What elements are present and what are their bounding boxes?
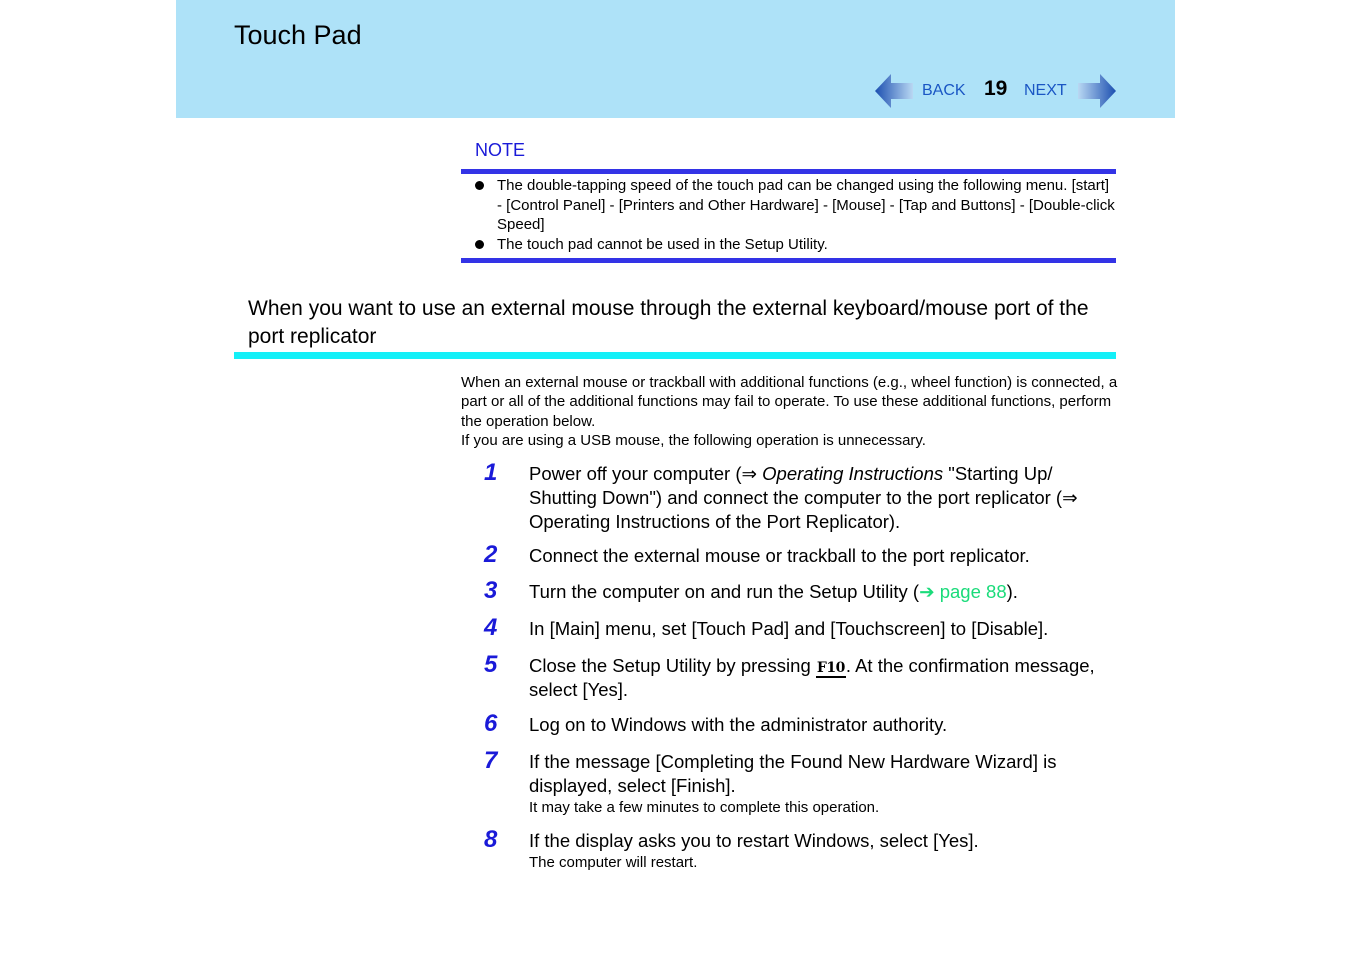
step-number: 3: [484, 577, 498, 604]
step-number: 2: [484, 541, 498, 568]
page-header: [176, 0, 1175, 118]
section-intro: [461, 373, 1121, 450]
bullet-icon: [475, 240, 484, 249]
note-divider-bottom: [461, 258, 1116, 263]
intro-paragraph: When an external mouse or trackball with additional functions (e.g., wheel function) is connected, a part or all of the additional functions may fail to operate. To use these additional functions, perform the operation below.: [461, 374, 1118, 430]
page-title: Touch Pad: [234, 20, 362, 50]
page-88-link[interactable]: ➔ page 88: [919, 581, 1007, 602]
back-link[interactable]: BACK: [922, 82, 966, 99]
back-arrow-icon[interactable]: [874, 72, 914, 110]
step-text: Connect the external mouse or trackball to the port replicator.: [529, 545, 1030, 566]
step-text: Log on to Windows with the administrator authority.: [529, 714, 948, 735]
page-number: 19: [984, 77, 1008, 100]
step-note: The computer will restart.: [529, 854, 698, 871]
step-text: Close the Setup Utility by pressing F10. At the confirmation message, select [Yes].: [529, 655, 1095, 700]
step-text: In [Main] menu, set [Touch Pad] and [Touchscreen] to [Disable].: [529, 618, 1049, 639]
section-heading: When you want to use an external mouse through the external keyboard/mouse port of the port replicator: [248, 297, 1089, 348]
note-label: NOTE: [475, 140, 526, 160]
step-number: 6: [484, 710, 498, 737]
step-note: It may take a few minutes to complete this operation.: [529, 799, 880, 816]
step-text: Power off your computer (⇒ Operating Instructions "Starting Up/ Shutting Down") and connect the computer to the port replicator (⇒ Operating Instructions of the Port Replicator).: [529, 463, 1078, 532]
step-number: 4: [484, 614, 498, 641]
note-item: The double-tapping speed of the touch pad can be changed using the following menu. [start] - [Control Panel] - [Printers and Other Hardware] - [Mouse] - [Tap and Buttons] - [Double-click Speed]: [475, 176, 1115, 235]
step-number: 1: [484, 459, 498, 486]
step-number: 8: [484, 826, 498, 853]
step-text: If the display asks you to restart Windows, select [Yes]. The computer will restart.: [529, 829, 1119, 872]
step-number: 5: [484, 651, 498, 678]
note-list: [475, 176, 1115, 254]
page-navigation: [874, 72, 1119, 110]
step-text: If the message [Completing the Found New Hardware Wizard] is displayed, select [Finish]. It may take a few minutes to complete this operation.: [529, 750, 1119, 817]
next-arrow-icon[interactable]: [1077, 72, 1117, 110]
section-rule: [234, 352, 1116, 359]
step-number: 7: [484, 747, 498, 774]
link-arrow-icon: ➔: [919, 581, 935, 602]
note-item: The touch pad cannot be used in the Setup Utility.: [475, 235, 1115, 255]
step-text: Turn the computer on and run the Setup Utility (➔ page 88).: [529, 581, 1018, 602]
note-divider-top: [461, 169, 1116, 174]
next-link[interactable]: NEXT: [1024, 82, 1067, 99]
f10-key-icon: F10: [816, 660, 845, 676]
intro-paragraph: If you are using a USB mouse, the following operation is unnecessary.: [461, 431, 926, 449]
bullet-icon: [475, 181, 484, 190]
